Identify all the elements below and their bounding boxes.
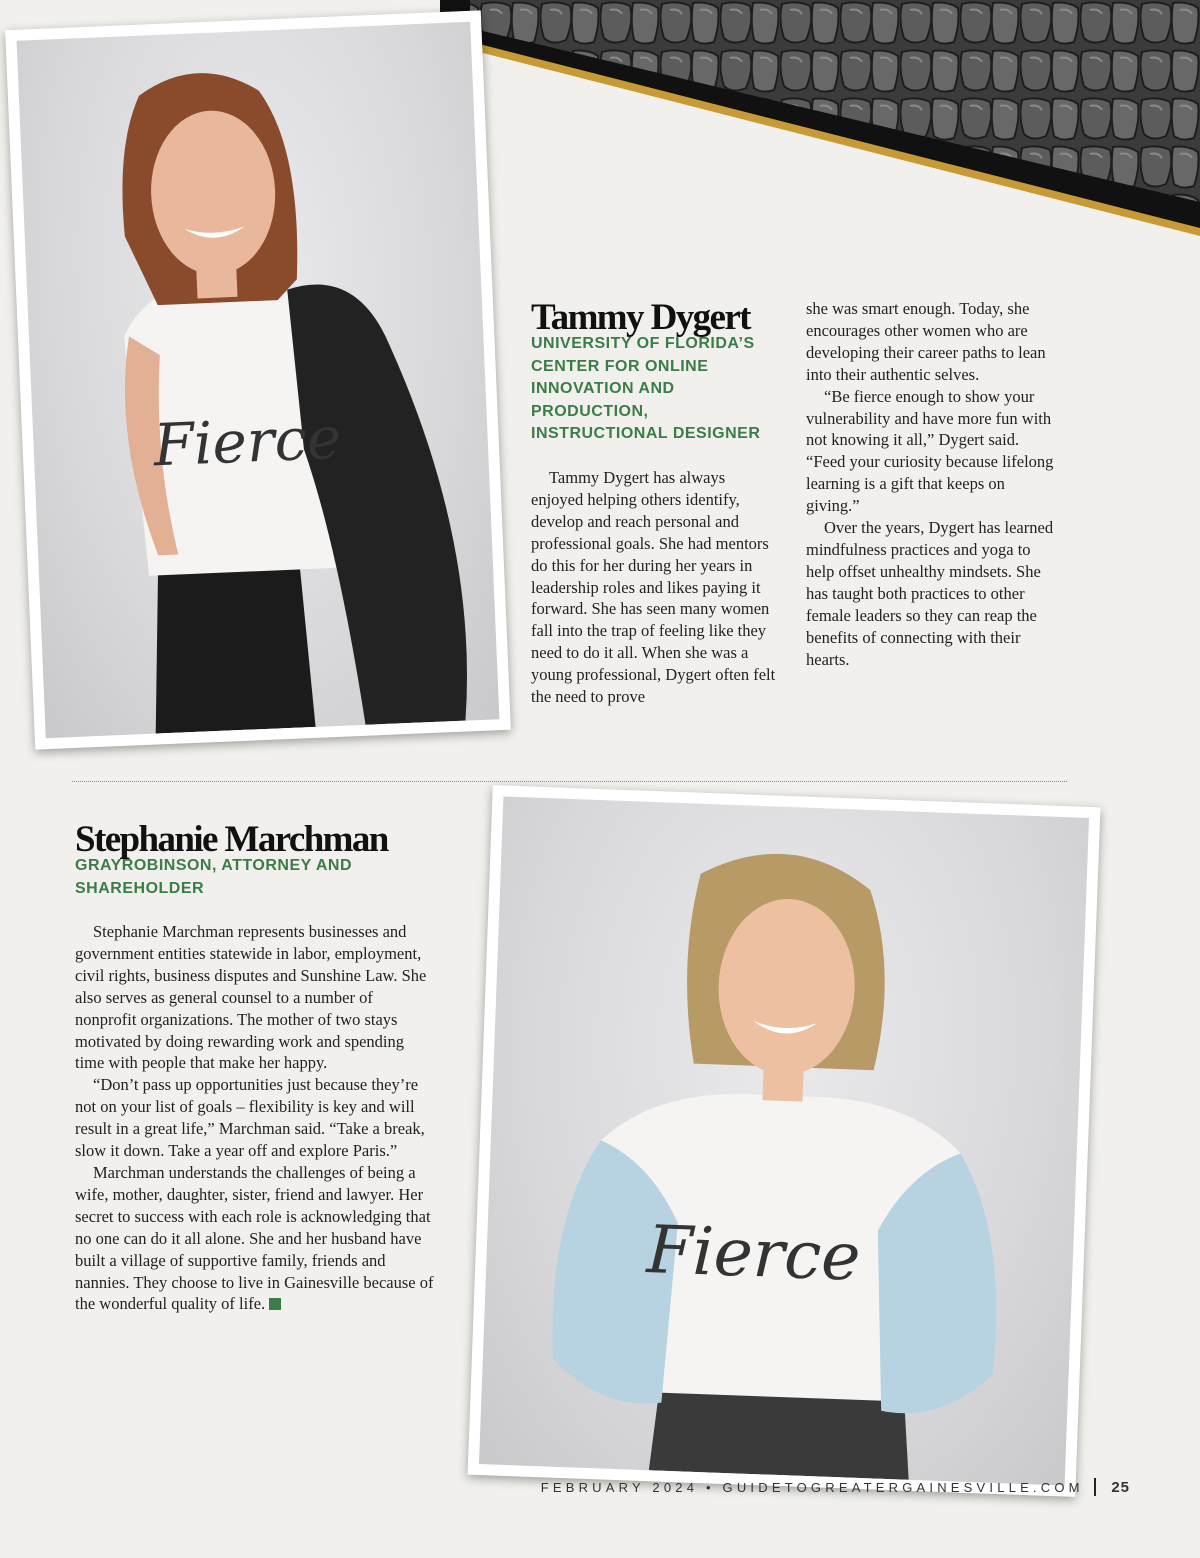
body-paragraph <box>75 1162 435 1315</box>
body-paragraph: “Don’t pass up opportunities just because they’re not on your list of goals – flexibility is key and will result in a great life,” Marchman said. “Take a break, slow it down. Take a year off and explore Paris.” <box>75 1075 425 1161</box>
body-paragraph: she was smart enough. Today, she encourages other women who are developing their career paths to lean into their authentic selves. <box>806 299 1046 384</box>
body-paragraph: Over the years, Dygert has learned mindfulness practices and yoga to help offset unhealthy mindsets. She has taught both practices to other female leaders so they can reap the benefits of connecting with their hearts. <box>806 518 1054 669</box>
footer-separator <box>1094 1478 1096 1496</box>
body-paragraph: Tammy Dygert has always enjoyed helping others identify, develop and reach personal and professional goals. She had mentors do this for her during her years in leadership roles and likes paying it forward. She has seen many women fall into the trap of feeling like they need to do it all. When she was a young professional, Dygert often felt the need to prove <box>531 468 776 707</box>
issue-date: FEBRUARY 2024 <box>540 1480 699 1495</box>
portrait-illustration <box>17 22 500 738</box>
profile-1-column-2 <box>806 298 1061 670</box>
footer-bullet: • <box>705 1480 715 1495</box>
profile-role: GRAYROBINSON, ATTORNEY AND SHAREHOLDER <box>75 857 353 897</box>
section-divider <box>72 781 1067 782</box>
profile-name: Tammy Dygert <box>531 297 750 338</box>
end-of-article-mark <box>269 1298 281 1310</box>
page-footer <box>541 1478 1130 1496</box>
body-paragraph: Stephanie Marchman represents businesses and government entities statewide in labor, employment, civil rights, business disputes and Sunshine Law. She also serves as general counsel to a number of nonprofit organizations. The mother of two stays motivated by doing rewarding work and spending time with people that make her happy. <box>75 922 427 1073</box>
body-paragraph: “Be fierce enough to show your vulnerability and have more fun with not knowing it all,” Dygert said. “Feed your curiosity because lifelong learning is a gift that keeps on giving.” <box>806 386 1054 516</box>
website-link[interactable]: GUIDETOGREATERGAINESVILLE.COM <box>722 1480 1084 1495</box>
portrait-illustration <box>479 796 1089 1485</box>
shirt-text: Fierce <box>152 403 343 480</box>
page-number: 25 <box>1111 1479 1130 1496</box>
profile-1-column-1 <box>531 467 781 708</box>
body-paragraph-text: Marchman understands the challenges of being a wife, mother, daughter, sister, friend and lawyer. Her secret to success with each role is acknowledging that no one can do it all alone. She and her husband have built a village of supportive family, friends and nannies. They choose to live in Gainesville because of the wonderful quality of life. <box>75 1162 434 1314</box>
stephanie-marchman-photo <box>468 785 1101 1497</box>
profile-role: UNIVERSITY OF FLORIDA’S CENTER FOR ONLINE INNOVATION AND PRODUCTION, INSTRUCTIONAL DESIGNER <box>531 335 761 442</box>
shirt-text: Fierce <box>645 1211 862 1296</box>
profile-name: Stephanie Marchman <box>75 819 388 860</box>
tammy-dygert-photo <box>5 10 511 749</box>
profile-2-body <box>75 921 435 1315</box>
